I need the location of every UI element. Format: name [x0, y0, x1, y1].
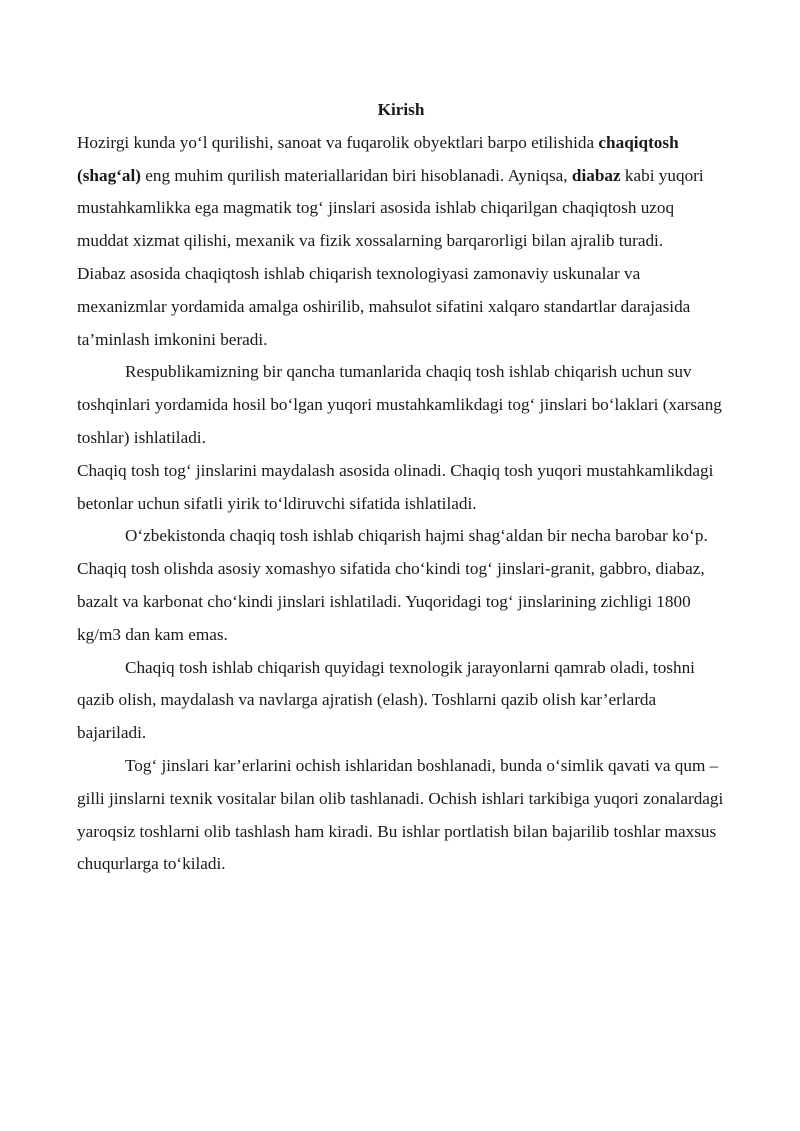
bold-term-diabaz: diabaz — [571, 165, 621, 185]
paragraph-5: O‘zbekistonda chaqiq tosh ishlab chiqarish hajmi shag‘aldan bir necha barobar ko‘p. Chaqiq tosh olishda asosiy xomashyo sifatida cho‘kindi tog‘ jinslari-granit, gabbro, diabaz, bazalt va karbonat cho‘kindi jinslari ishlatiladi. Yuqoridagi tog‘ jinslarining zichligi 1800 kg/m3 dan kam emas. — [77, 526, 708, 644]
paragraph-1-text-a: Hozirgi kunda yo‘l qurilishi, sanoat va fuqarolik obyektlari barpo etilishida — [77, 132, 599, 152]
document-page — [77, 94, 725, 881]
paragraph-4: Chaqiq tosh tog‘ jinslarini maydalash asosida olinadi. Chaqiq tosh yuqori mustahkamlikdagi betonlar uchun sifatli yirik to‘ldiruvchi sifatida ishlatiladi. — [77, 460, 714, 513]
paragraph-2: Diabaz asosida chaqiqtosh ishlab chiqarish texnologiyasi zamonaviy uskunalar va mexanizmlar yordamida amalga oshirilib, mahsulot sifatini xalqaro standartlar darajasida ta’minlash imkonini beradi. — [77, 263, 691, 349]
paragraph-1-text-c: kabi yuqori mustahkamlikka ega magmatik tog‘ jinslari asosida ishlab chiqarilgan chaqiqtosh uzoq muddat xizmat qilishi, mexanik va fizik xossalarning barqarorligi bilan ajralib turadi. — [77, 165, 704, 251]
paragraph-1-text-b: eng muhim qurilish materiallaridan biri hisoblanadi. Ayniqsa, — [140, 165, 572, 185]
paragraph-7: Tog‘ jinslari kar’erlarini ochish ishlaridan boshlanadi, bunda o‘simlik qavati va qum – gilli jinslarni texnik vositalar bilan olib tashlanadi. Ochish ishlari tarkibiga yuqori zonalardagi yaroqsiz toshlarni olib tashlash ham kiradi. Bu ishlar portlatish bilan bajarilib toshlar maxsus chuqurlarga to‘kiladi. — [77, 755, 724, 874]
paragraph-1 — [77, 127, 725, 258]
bold-term-chaqiqtosh: chaqiqtosh (shag‘al) — [77, 132, 679, 185]
paragraph-6: Chaqiq tosh ishlab chiqarish quyidagi texnologik jarayonlarni qamrab oladi, toshni qazib olish, maydalash va navlarga ajratish (elash). Toshlarni qazib olish kar’erlarda bajariladi. — [77, 657, 695, 743]
page-title: Kirish — [377, 100, 425, 119]
paragraph-3: Respublikamizning bir qancha tumanlarida chaqiq tosh ishlab chiqarish uchun suv toshqinlari yordamida hosil bo‘lgan yuqori mustahkamlikdagi tog‘ jinslari bo‘laklari (xarsang toshlar) ishlatiladi. — [77, 362, 722, 447]
